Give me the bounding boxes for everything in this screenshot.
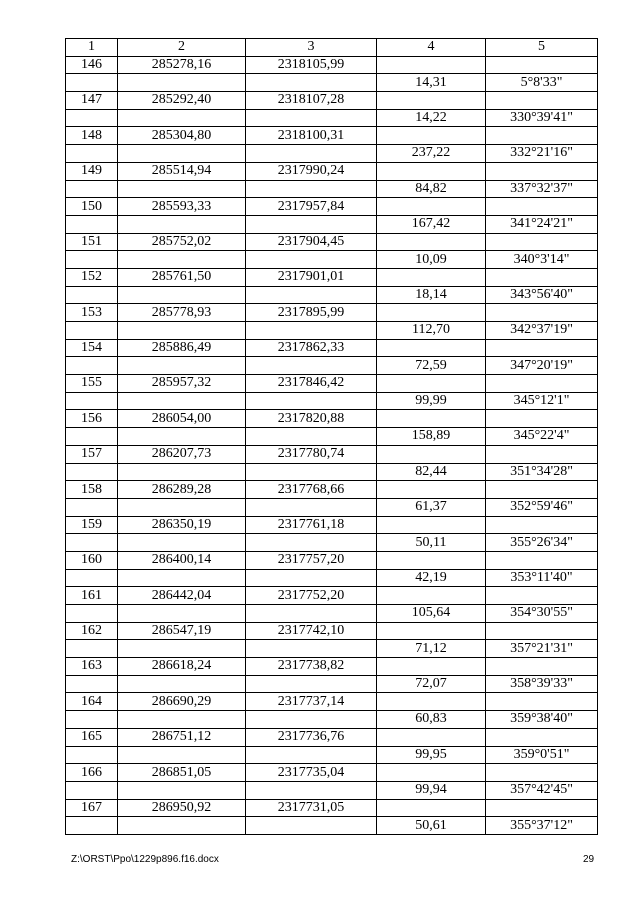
- bearing-cell: 347°20'19": [486, 357, 598, 375]
- bearing-cell: 343°56'40": [486, 286, 598, 304]
- empty-cell: [486, 551, 598, 569]
- empty-cell: [377, 551, 486, 569]
- y-coordinate-cell: 2317780,74: [246, 445, 377, 463]
- table-row-point: [66, 233, 598, 251]
- empty-cell: [118, 498, 246, 516]
- distance-cell: 105,64: [377, 605, 486, 623]
- x-coordinate-cell: 286950,92: [118, 799, 246, 817]
- point-number-cell: 165: [66, 728, 118, 746]
- bearing-cell: 351°34'28": [486, 463, 598, 481]
- empty-cell: [246, 109, 377, 127]
- table-row-segment: [66, 428, 598, 446]
- x-coordinate-cell: 286690,29: [118, 693, 246, 711]
- empty-cell: [246, 74, 377, 92]
- distance-cell: 61,37: [377, 498, 486, 516]
- y-coordinate-cell: 2317904,45: [246, 233, 377, 251]
- empty-cell: [486, 728, 598, 746]
- empty-cell: [118, 145, 246, 163]
- empty-cell: [377, 481, 486, 499]
- x-coordinate-cell: 286442,04: [118, 587, 246, 605]
- table-row-point: [66, 198, 598, 216]
- y-coordinate-cell: 2317731,05: [246, 799, 377, 817]
- empty-cell: [246, 534, 377, 552]
- empty-cell: [66, 357, 118, 375]
- distance-cell: 10,09: [377, 251, 486, 269]
- table-header-row: [66, 39, 598, 57]
- empty-cell: [377, 587, 486, 605]
- empty-cell: [486, 92, 598, 110]
- header-col-5: 5: [486, 39, 598, 57]
- empty-cell: [118, 675, 246, 693]
- empty-cell: [486, 268, 598, 286]
- empty-cell: [377, 127, 486, 145]
- table-row-segment: [66, 392, 598, 410]
- table-row-segment: [66, 251, 598, 269]
- empty-cell: [377, 56, 486, 74]
- distance-cell: 237,22: [377, 145, 486, 163]
- x-coordinate-cell: 286054,00: [118, 410, 246, 428]
- x-coordinate-cell: 286289,28: [118, 481, 246, 499]
- empty-cell: [486, 162, 598, 180]
- y-coordinate-cell: 2317895,99: [246, 304, 377, 322]
- table-row-point: [66, 728, 598, 746]
- empty-cell: [66, 109, 118, 127]
- empty-cell: [377, 410, 486, 428]
- point-number-cell: 153: [66, 304, 118, 322]
- empty-cell: [377, 92, 486, 110]
- empty-cell: [66, 569, 118, 587]
- empty-cell: [118, 357, 246, 375]
- empty-cell: [486, 622, 598, 640]
- empty-cell: [118, 74, 246, 92]
- header-col-4: 4: [377, 39, 486, 57]
- point-number-cell: 160: [66, 551, 118, 569]
- table-row-segment: [66, 605, 598, 623]
- empty-cell: [246, 251, 377, 269]
- table-row-point: [66, 92, 598, 110]
- coordinate-table-container: [65, 38, 597, 835]
- bearing-cell: 345°22'4": [486, 428, 598, 446]
- empty-cell: [66, 640, 118, 658]
- bearing-cell: 5°8'33": [486, 74, 598, 92]
- y-coordinate-cell: 2317990,24: [246, 162, 377, 180]
- table-row-segment: [66, 711, 598, 729]
- distance-cell: 84,82: [377, 180, 486, 198]
- header-col-1: 1: [66, 39, 118, 57]
- table-row-segment: [66, 498, 598, 516]
- empty-cell: [486, 375, 598, 393]
- empty-cell: [118, 215, 246, 233]
- empty-cell: [66, 817, 118, 835]
- point-number-cell: 152: [66, 268, 118, 286]
- empty-cell: [66, 251, 118, 269]
- empty-cell: [66, 711, 118, 729]
- x-coordinate-cell: 285304,80: [118, 127, 246, 145]
- empty-cell: [486, 233, 598, 251]
- x-coordinate-cell: 285593,33: [118, 198, 246, 216]
- y-coordinate-cell: 2318107,28: [246, 92, 377, 110]
- bearing-cell: 357°42'45": [486, 781, 598, 799]
- bearing-cell: 358°39'33": [486, 675, 598, 693]
- bearing-cell: 359°38'40": [486, 711, 598, 729]
- empty-cell: [377, 693, 486, 711]
- table-row-point: [66, 375, 598, 393]
- bearing-cell: 355°37'12": [486, 817, 598, 835]
- y-coordinate-cell: 2317737,14: [246, 693, 377, 711]
- empty-cell: [66, 74, 118, 92]
- point-number-cell: 166: [66, 764, 118, 782]
- table-row-segment: [66, 534, 598, 552]
- point-number-cell: 163: [66, 658, 118, 676]
- empty-cell: [486, 304, 598, 322]
- x-coordinate-cell: 286618,24: [118, 658, 246, 676]
- distance-cell: 60,83: [377, 711, 486, 729]
- table-row-segment: [66, 675, 598, 693]
- footer-file-path: Z:\ORST\Ppo\1229p896.f16.docx: [71, 854, 219, 865]
- table-row-point: [66, 304, 598, 322]
- x-coordinate-cell: 285278,16: [118, 56, 246, 74]
- empty-cell: [246, 463, 377, 481]
- x-coordinate-cell: 286547,19: [118, 622, 246, 640]
- point-number-cell: 167: [66, 799, 118, 817]
- empty-cell: [486, 481, 598, 499]
- table-row-point: [66, 162, 598, 180]
- empty-cell: [486, 56, 598, 74]
- point-number-cell: 146: [66, 56, 118, 74]
- empty-cell: [246, 569, 377, 587]
- x-coordinate-cell: 285761,50: [118, 268, 246, 286]
- bearing-cell: 355°26'34": [486, 534, 598, 552]
- empty-cell: [377, 764, 486, 782]
- table-row-point: [66, 622, 598, 640]
- table-row-segment: [66, 180, 598, 198]
- distance-cell: 42,19: [377, 569, 486, 587]
- empty-cell: [486, 658, 598, 676]
- x-coordinate-cell: 286851,05: [118, 764, 246, 782]
- x-coordinate-cell: 286350,19: [118, 516, 246, 534]
- table-row-segment: [66, 357, 598, 375]
- distance-cell: 99,94: [377, 781, 486, 799]
- table-row-point: [66, 658, 598, 676]
- empty-cell: [118, 746, 246, 764]
- table-row-point: [66, 693, 598, 711]
- empty-cell: [118, 605, 246, 623]
- x-coordinate-cell: 285514,94: [118, 162, 246, 180]
- distance-cell: 99,95: [377, 746, 486, 764]
- empty-cell: [246, 215, 377, 233]
- empty-cell: [246, 711, 377, 729]
- bearing-cell: 330°39'41": [486, 109, 598, 127]
- point-number-cell: 147: [66, 92, 118, 110]
- table-row-point: [66, 445, 598, 463]
- y-coordinate-cell: 2317736,76: [246, 728, 377, 746]
- empty-cell: [118, 322, 246, 340]
- bearing-cell: 342°37'19": [486, 322, 598, 340]
- point-number-cell: 154: [66, 339, 118, 357]
- bearing-cell: 337°32'37": [486, 180, 598, 198]
- table-row-point: [66, 764, 598, 782]
- empty-cell: [246, 357, 377, 375]
- empty-cell: [377, 268, 486, 286]
- empty-cell: [66, 463, 118, 481]
- empty-cell: [246, 640, 377, 658]
- empty-cell: [66, 215, 118, 233]
- y-coordinate-cell: 2318100,31: [246, 127, 377, 145]
- bearing-cell: 345°12'1": [486, 392, 598, 410]
- point-number-cell: 164: [66, 693, 118, 711]
- header-col-2: 2: [118, 39, 246, 57]
- y-coordinate-cell: 2317901,01: [246, 268, 377, 286]
- empty-cell: [246, 322, 377, 340]
- empty-cell: [377, 799, 486, 817]
- point-number-cell: 151: [66, 233, 118, 251]
- table-row-segment: [66, 640, 598, 658]
- empty-cell: [377, 233, 486, 251]
- distance-cell: 167,42: [377, 215, 486, 233]
- point-number-cell: 155: [66, 375, 118, 393]
- y-coordinate-cell: 2317862,33: [246, 339, 377, 357]
- distance-cell: 72,59: [377, 357, 486, 375]
- y-coordinate-cell: 2317752,20: [246, 587, 377, 605]
- empty-cell: [486, 764, 598, 782]
- table-row-segment: [66, 781, 598, 799]
- empty-cell: [246, 498, 377, 516]
- empty-cell: [246, 817, 377, 835]
- empty-cell: [66, 286, 118, 304]
- empty-cell: [246, 675, 377, 693]
- empty-cell: [377, 339, 486, 357]
- distance-cell: 112,70: [377, 322, 486, 340]
- table-row-point: [66, 127, 598, 145]
- y-coordinate-cell: 2318105,99: [246, 56, 377, 74]
- empty-cell: [118, 781, 246, 799]
- empty-cell: [377, 516, 486, 534]
- table-row-point: [66, 410, 598, 428]
- empty-cell: [118, 180, 246, 198]
- table-row-segment: [66, 145, 598, 163]
- empty-cell: [118, 463, 246, 481]
- table-row-point: [66, 551, 598, 569]
- table-row-point: [66, 56, 598, 74]
- x-coordinate-cell: 286751,12: [118, 728, 246, 746]
- empty-cell: [377, 445, 486, 463]
- table-row-point: [66, 481, 598, 499]
- x-coordinate-cell: 285886,49: [118, 339, 246, 357]
- point-number-cell: 148: [66, 127, 118, 145]
- empty-cell: [377, 622, 486, 640]
- empty-cell: [377, 162, 486, 180]
- table-row-segment: [66, 109, 598, 127]
- bearing-cell: 357°21'31": [486, 640, 598, 658]
- table-row-segment: [66, 463, 598, 481]
- x-coordinate-cell: 285292,40: [118, 92, 246, 110]
- empty-cell: [66, 746, 118, 764]
- point-number-cell: 162: [66, 622, 118, 640]
- distance-cell: 14,31: [377, 74, 486, 92]
- empty-cell: [66, 145, 118, 163]
- bearing-cell: 340°3'14": [486, 251, 598, 269]
- empty-cell: [66, 392, 118, 410]
- empty-cell: [246, 145, 377, 163]
- table-row-segment: [66, 215, 598, 233]
- y-coordinate-cell: 2317846,42: [246, 375, 377, 393]
- y-coordinate-cell: 2317820,88: [246, 410, 377, 428]
- empty-cell: [66, 498, 118, 516]
- empty-cell: [246, 392, 377, 410]
- empty-cell: [118, 569, 246, 587]
- point-number-cell: 157: [66, 445, 118, 463]
- empty-cell: [486, 516, 598, 534]
- empty-cell: [66, 180, 118, 198]
- empty-cell: [486, 198, 598, 216]
- distance-cell: 71,12: [377, 640, 486, 658]
- distance-cell: 50,61: [377, 817, 486, 835]
- distance-cell: 158,89: [377, 428, 486, 446]
- point-number-cell: 159: [66, 516, 118, 534]
- bearing-cell: 352°59'46": [486, 498, 598, 516]
- x-coordinate-cell: 286400,14: [118, 551, 246, 569]
- empty-cell: [377, 198, 486, 216]
- bearing-cell: 354°30'55": [486, 605, 598, 623]
- table-row-segment: [66, 817, 598, 835]
- table-row-segment: [66, 322, 598, 340]
- empty-cell: [246, 428, 377, 446]
- bearing-cell: 359°0'51": [486, 746, 598, 764]
- empty-cell: [118, 640, 246, 658]
- empty-cell: [66, 322, 118, 340]
- empty-cell: [246, 746, 377, 764]
- empty-cell: [486, 693, 598, 711]
- empty-cell: [246, 286, 377, 304]
- table-row-point: [66, 587, 598, 605]
- bearing-cell: 332°21'16": [486, 145, 598, 163]
- header-col-3: 3: [246, 39, 377, 57]
- empty-cell: [66, 534, 118, 552]
- empty-cell: [377, 304, 486, 322]
- empty-cell: [486, 127, 598, 145]
- empty-cell: [118, 817, 246, 835]
- empty-cell: [66, 781, 118, 799]
- y-coordinate-cell: 2317735,04: [246, 764, 377, 782]
- empty-cell: [377, 658, 486, 676]
- empty-cell: [486, 587, 598, 605]
- empty-cell: [246, 605, 377, 623]
- table-row-point: [66, 339, 598, 357]
- empty-cell: [118, 251, 246, 269]
- x-coordinate-cell: 285778,93: [118, 304, 246, 322]
- distance-cell: 18,14: [377, 286, 486, 304]
- empty-cell: [118, 392, 246, 410]
- empty-cell: [118, 286, 246, 304]
- distance-cell: 14,22: [377, 109, 486, 127]
- y-coordinate-cell: 2317761,18: [246, 516, 377, 534]
- table-row-segment: [66, 286, 598, 304]
- empty-cell: [66, 675, 118, 693]
- x-coordinate-cell: 286207,73: [118, 445, 246, 463]
- y-coordinate-cell: 2317768,66: [246, 481, 377, 499]
- empty-cell: [118, 109, 246, 127]
- distance-cell: 50,11: [377, 534, 486, 552]
- empty-cell: [486, 339, 598, 357]
- distance-cell: 72,07: [377, 675, 486, 693]
- table-row-point: [66, 516, 598, 534]
- point-number-cell: 150: [66, 198, 118, 216]
- empty-cell: [486, 445, 598, 463]
- point-number-cell: 156: [66, 410, 118, 428]
- bearing-cell: 353°11'40": [486, 569, 598, 587]
- point-number-cell: 161: [66, 587, 118, 605]
- y-coordinate-cell: 2317757,20: [246, 551, 377, 569]
- empty-cell: [66, 428, 118, 446]
- empty-cell: [118, 534, 246, 552]
- distance-cell: 99,99: [377, 392, 486, 410]
- point-number-cell: 158: [66, 481, 118, 499]
- empty-cell: [246, 180, 377, 198]
- empty-cell: [118, 711, 246, 729]
- bearing-cell: 341°24'21": [486, 215, 598, 233]
- distance-cell: 82,44: [377, 463, 486, 481]
- table-row-segment: [66, 569, 598, 587]
- empty-cell: [486, 410, 598, 428]
- table-row-point: [66, 268, 598, 286]
- empty-cell: [66, 605, 118, 623]
- empty-cell: [377, 375, 486, 393]
- point-number-cell: 149: [66, 162, 118, 180]
- table-row-point: [66, 799, 598, 817]
- coordinate-table: [65, 38, 598, 835]
- table-row-segment: [66, 74, 598, 92]
- y-coordinate-cell: 2317738,82: [246, 658, 377, 676]
- footer-page-number: 29: [583, 854, 595, 865]
- empty-cell: [118, 428, 246, 446]
- empty-cell: [377, 728, 486, 746]
- x-coordinate-cell: 285957,32: [118, 375, 246, 393]
- y-coordinate-cell: 2317957,84: [246, 198, 377, 216]
- table-body: [66, 56, 598, 834]
- table-row-segment: [66, 746, 598, 764]
- empty-cell: [486, 799, 598, 817]
- x-coordinate-cell: 285752,02: [118, 233, 246, 251]
- empty-cell: [246, 781, 377, 799]
- y-coordinate-cell: 2317742,10: [246, 622, 377, 640]
